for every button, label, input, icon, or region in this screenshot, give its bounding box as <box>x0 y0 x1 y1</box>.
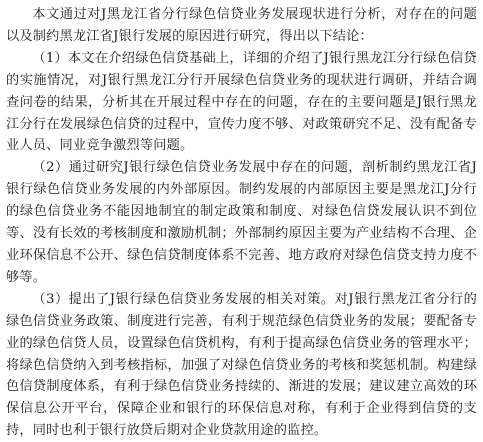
conclusion-point-1-paragraph: （1）本文在介绍绿色信贷基础上，详细的介绍了J银行黑龙江分行绿色信贷的实施情况，对J银行黑龙江分行开展绿色信贷业务的现状进行调研，并结合调查问卷的结果，分析其在开展过程中存在的问题，存在的主要问题是J银行黑龙江分行在发展绿色信贷的过程中，宣传力度不够、对政策研究不足、没有配备专业人员、同业竞争激烈等问题。 <box>6 50 477 154</box>
conclusion-intro-paragraph: 本文通过对J黑龙江省分行绿色信贷业务发展现状进行分析，对存在的问题以及制约黑龙江省J银行发展的原因进行研究，得出以下结论： <box>6 7 477 44</box>
conclusion-point-2-paragraph: （2）通过研究J银行绿色信贷业务发展中存在的问题，剖析制约黑龙江省J银行绿色信贷业务发展的内外部原因。制约发展的内部原因主要是黑龙江J分行的绿色信贷业务不能因地制宜的制定政策和制度、对绿色信贷发展认识不到位等、没有长效的考核制度和激励机制；外部制约原因主要为产业结构不合理、企业环保信息不公开、绿色信贷制度体系不完善、地方政府对绿色信贷支持力度不够等。 <box>6 160 477 285</box>
conclusion-point-3-paragraph: （3）提出了J银行绿色信贷业务发展的相关对策。对J银行黑龙江省分行的绿色信贷业务政策、制度进行完善，有利于规范绿色信贷业务的发展；要配备专业的绿色信贷人员，设置绿色信贷机构，有利于提高绿色信贷业务的管理水平；将绿色信贷纳入到考核指标，加强了对绿色信贷业务的考核和奖惩机制。构建绿色信贷制度体系，有利于绿色信贷业务持续的、渐进的发展；建议建立高效的环保信息公开平台，保障企业和银行的环保信息对称，有利于企业得到信贷的支持，同时也利于银行放贷后期对企业贷款用途的监控。 <box>6 291 477 439</box>
